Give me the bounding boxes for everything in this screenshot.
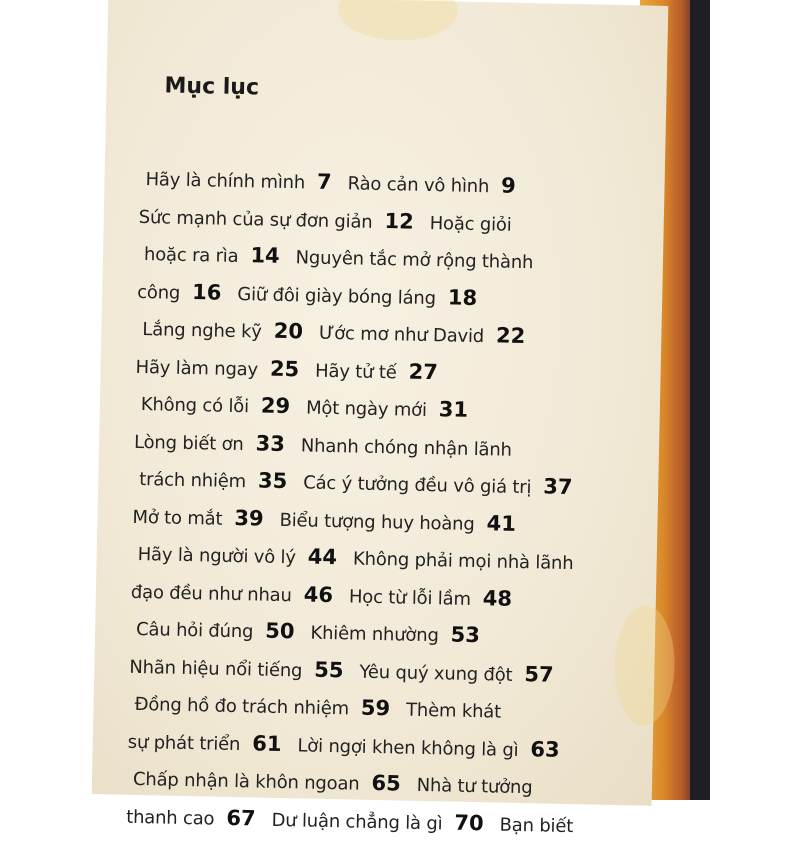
- toc-entry-title: Chấp nhận là khôn ngoan: [132, 768, 360, 795]
- toc-page-number: 55: [314, 657, 344, 682]
- toc-entry-title: đạo đều như nhau: [130, 581, 292, 606]
- toc-page-number: 22: [495, 323, 526, 349]
- toc-entry-title: Nhà tư tưởng: [416, 774, 533, 799]
- dark-background: [690, 0, 710, 800]
- page-title: Mục lục: [164, 73, 260, 101]
- toc-entry-title: Thèm khát: [405, 699, 502, 723]
- toc-entry-title: Một ngày mới: [305, 397, 427, 421]
- toc-entry-title: thanh cao: [125, 806, 215, 830]
- toc-page-number: 50: [265, 618, 295, 644]
- toc-page-number: 46: [303, 581, 334, 607]
- toc-page-number: 7: [316, 169, 332, 194]
- toc-page-number: 31: [438, 397, 469, 422]
- toc-page-number: 67: [226, 805, 256, 830]
- toc-entry-title: Lòng biết ơn: [133, 431, 244, 455]
- toc-entry-title: trách nhiệm: [139, 468, 247, 493]
- toc-page-number: 61: [252, 730, 282, 756]
- toc-page-number: 39: [234, 505, 264, 531]
- toc-entry-title: Hoặc giỏi: [429, 212, 512, 236]
- toc-entry-title: hoặc ra rìa: [143, 244, 239, 268]
- toc-page-number: 16: [191, 279, 222, 305]
- toc-page-number: 44: [307, 544, 338, 570]
- toc-entry-title: Sức mạnh của sự đơn giản: [138, 206, 373, 233]
- toc-page-number: 41: [486, 510, 517, 536]
- toc-entry-title: Ước mơ như David: [318, 322, 485, 348]
- toc-entry-title: Nhanh chóng nhận lãnh: [300, 434, 512, 461]
- toc-page-number: 9: [500, 173, 517, 198]
- toc-entry-title: Dư luận chẳng là gì: [271, 809, 443, 834]
- toc-entry-title: Lời ngợi khen không là gì: [297, 734, 519, 761]
- toc-entry-title: Giữ đôi giày bóng láng: [237, 283, 437, 309]
- toc-entry-title: sự phát triển: [127, 731, 241, 755]
- toc-entry-title: Biểu tượng huy hoàng: [279, 509, 475, 535]
- toc-page-number: 27: [408, 359, 439, 384]
- toc-entry-title: Hãy làm ngay: [135, 356, 259, 380]
- toc-page-number: 20: [273, 318, 304, 344]
- toc-page-number: 35: [257, 468, 288, 494]
- book-page: [92, 0, 669, 837]
- toc-entry-title: Nguyên tắc mở rộng thành: [295, 247, 534, 274]
- toc-entry-title: Bạn biết: [499, 814, 574, 837]
- toc-page-number: 12: [384, 208, 415, 234]
- toc-page-number: 57: [524, 661, 554, 687]
- toc-entry-title: Hãy tử tế: [314, 360, 397, 383]
- toc-page-number: 59: [360, 695, 391, 721]
- toc-entry-title: Lắng nghe kỹ: [142, 319, 262, 343]
- toc-entry-title: công: [136, 281, 181, 304]
- toc-page-number: 48: [482, 585, 513, 611]
- toc-entry-title: Yêu quý xung đột: [359, 661, 513, 686]
- toc-page-number: 63: [530, 736, 560, 762]
- toc-entry-title: Không có lỗi: [140, 393, 250, 418]
- toc-entry-title: Nhãn hiệu nổi tiếng: [129, 656, 303, 681]
- toc-entry-title: Hãy là người vô lý: [137, 543, 297, 569]
- toc-page-number: 53: [450, 622, 481, 648]
- toc-page-number: 65: [371, 770, 402, 796]
- toc-entry-title: Học từ lỗi lầm: [348, 585, 471, 610]
- toc-entry-title: Không phải mọi nhà lãnh: [352, 548, 574, 575]
- toc-page-number: 18: [447, 284, 478, 310]
- toc-entry-title: Các ý tưởng đều vô giá trị: [303, 472, 532, 499]
- toc-page-number: 14: [250, 243, 280, 268]
- toc-page-number: 37: [543, 474, 573, 500]
- table-of-contents: [126, 160, 660, 846]
- toc-page-number: 70: [454, 810, 484, 835]
- toc-page-number: 33: [255, 430, 286, 456]
- toc-entry-title: Câu hỏi đúng: [135, 618, 254, 643]
- toc-page-number: 29: [260, 393, 291, 419]
- toc-entry-title: Đồng hồ đo trách nhiệm: [134, 693, 350, 720]
- toc-entry-title: Khiêm nhường: [310, 622, 439, 647]
- toc-page-number: 25: [269, 356, 300, 381]
- toc-entry-title: Rào cản vô hình: [347, 173, 490, 198]
- toc-entry-title: Mở to mắt: [132, 506, 223, 530]
- toc-entry-title: Hãy là chính mình: [145, 169, 306, 194]
